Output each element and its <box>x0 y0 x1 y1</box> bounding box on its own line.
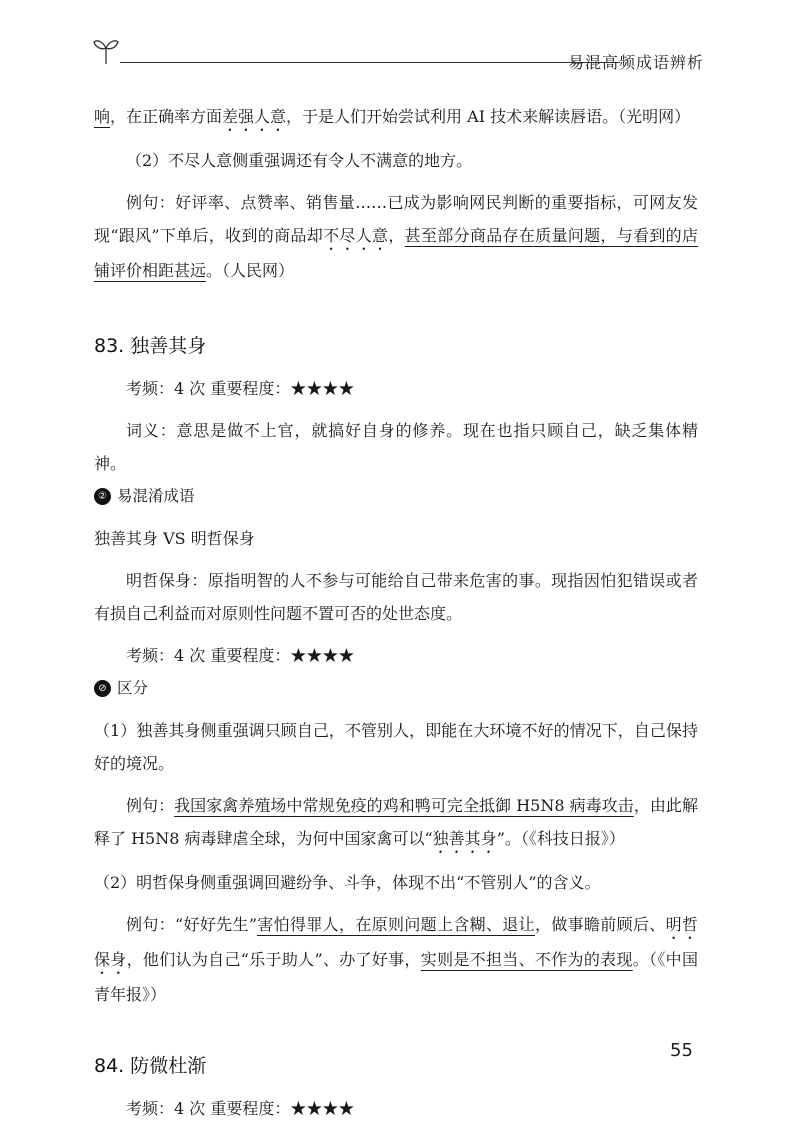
emphasized-idiom: 独善其身 <box>432 829 497 848</box>
text-run: 。（《中国青年报》） <box>94 950 698 1004</box>
distinction-1: （1）独善其身侧重强调只顾自己，不管别人，即能在大环境不好的情况下，自己保持好的境况。 <box>94 721 698 773</box>
text-run: 响 <box>94 107 111 126</box>
underlined-phrase: 甚至部分商品存在质量问题，与看到的店铺评价相距甚远 <box>94 226 698 280</box>
emphasized-idiom: 明哲保身 <box>94 915 698 969</box>
definition-mingzhe: 明哲保身：原指明智的人不参与可能给自己带来危害的事。现指因怕犯错误或者有损自己利益而对原则性问题不置可否的处世态度。 <box>94 571 698 623</box>
idiom-pair: 独善其身 VS 明哲保身 <box>94 529 255 548</box>
confusable-heading <box>94 480 698 513</box>
distinction-heading <box>94 672 698 705</box>
underlined-phrase: 实则是不担当、不作为的表现 <box>420 950 633 969</box>
header-rule <box>120 62 620 63</box>
text-run: ，于是人们开始尝试利用 AI 技术来解读唇语。（光明网） <box>286 107 691 126</box>
page-number: 55 <box>670 1040 693 1061</box>
sprout-icon <box>92 30 122 66</box>
emphasized-idiom: 不尽人意 <box>323 226 389 245</box>
text-run: ，由此解释了 H5N8 病毒肆虐全球，为何中国家禽可以“ <box>94 796 698 848</box>
distinction-label: 区分 <box>117 679 149 697</box>
text-run: ，他们认为自己“乐于助人”、办了好事， <box>126 950 421 969</box>
frequency-83: 考频：4 次 重要程度：★★★★ <box>126 379 355 398</box>
frequency-mingzhe: 考频：4 次 重要程度：★★★★ <box>126 646 355 665</box>
number-badge-icon: ② <box>94 488 111 505</box>
text-run: 例句：好评率、点赞率、销售量……已成为影响网民判断的重要指标，可网友发现“跟风”下单后，收到的商品却 <box>94 193 698 245</box>
prev-paragraph-1 <box>94 100 698 135</box>
page-content <box>94 100 698 1125</box>
text-run: 例句： <box>126 796 175 815</box>
underlined-phrase: 我国家禽养殖场中常规免疫的鸡和鸭可完全抵御 H5N8 病毒攻击 <box>174 796 634 815</box>
example-1 <box>94 789 698 857</box>
header-title: 易混高频成语辨析 <box>567 53 704 72</box>
text-run: ”。（《科技日报》） <box>496 829 625 848</box>
prev-paragraph-2: （2）不尽人意侧重强调还有令人不满意的地方。 <box>126 151 473 170</box>
text-run: ， <box>388 226 405 245</box>
prev-example <box>94 186 698 287</box>
text-run: ，在正确率方面 <box>110 107 223 126</box>
section-title-83: 83. 独善其身 <box>94 335 207 357</box>
example-2 <box>94 908 698 1011</box>
distinction-2: （2）明哲保身侧重强调回避纷争、斗争，体现不出“不管别人”的含义。 <box>94 873 601 892</box>
distinction-badge-icon: ⊘ <box>94 680 111 697</box>
text-run: 。（人民网） <box>206 261 295 280</box>
section-title-84: 84. 防微杜渐 <box>94 1055 207 1077</box>
emphasized-idiom: 差强人意 <box>222 107 287 126</box>
confusable-label: 易混淆成语 <box>117 487 195 505</box>
meaning-83: 词义：意思是做不上官，就搞好自身的修养。现在也指只顾自己，缺乏集体精神。 <box>94 421 698 473</box>
underlined-phrase: 害怕得罪人，在原则问题上含糊、退让 <box>257 915 535 934</box>
frequency-84: 考频：4 次 重要程度：★★★★ <box>126 1099 355 1118</box>
text-run: 例句：“好好先生” <box>126 915 258 934</box>
running-header <box>92 30 712 70</box>
text-run: ，做事瞻前顾后、 <box>534 915 666 934</box>
